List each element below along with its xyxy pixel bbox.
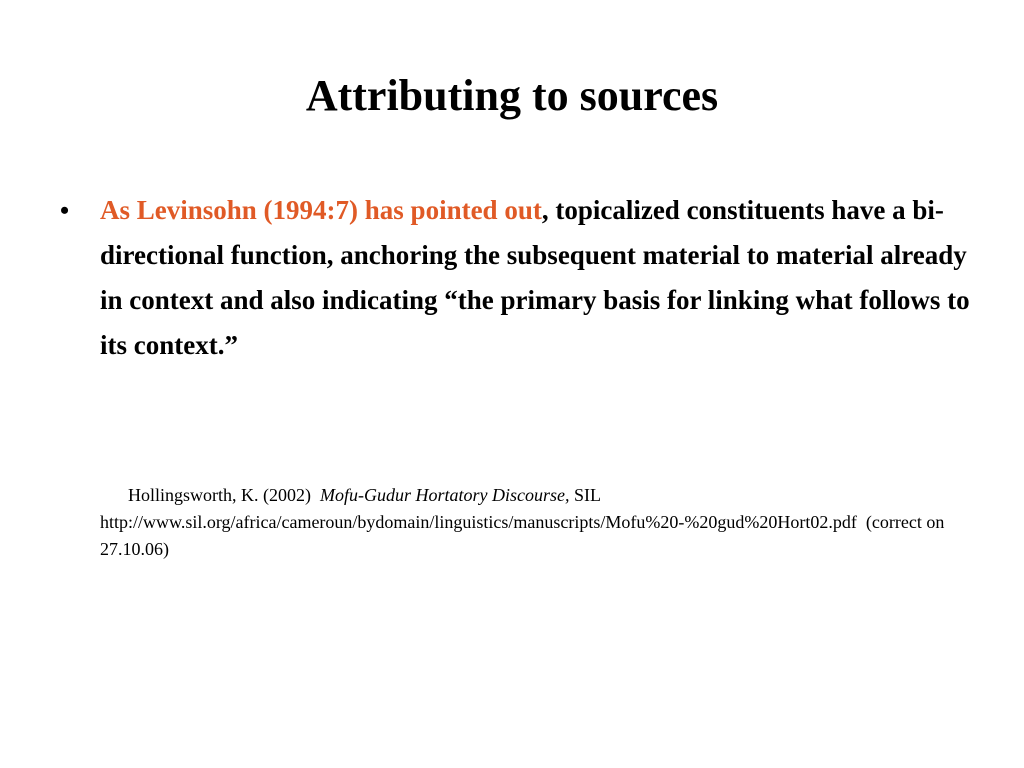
reference-note: (correct on 27.10.06) — [100, 512, 945, 559]
reference-author-year: Hollingsworth, K. (2002) — [128, 485, 311, 505]
reference-publisher: SIL — [574, 485, 601, 505]
bullet-icon: • — [60, 196, 70, 225]
bullet-body: , topicalized constituents have a bi-directional function, anchoring the subsequent material to material already in context and also indicating “the primary basis for linking what follows to its context.” — [100, 195, 970, 360]
bullet-text — [100, 188, 970, 368]
reference-citation — [100, 482, 960, 563]
bullet-list — [60, 188, 970, 368]
highlighted-attribution: As Levinsohn (1994:7) has pointed out — [100, 195, 542, 225]
slide-title: Attributing to sources — [305, 71, 719, 120]
reference-url[interactable]: http://www.sil.org/africa/cameroun/bydomain/linguistics/manuscripts/Mofu%20-%20gud%20Hort02.pdf — [100, 512, 857, 532]
reference-work-title: Mofu-Gudur Hortatory Discourse, — [320, 485, 570, 505]
bullet-item — [60, 188, 970, 368]
